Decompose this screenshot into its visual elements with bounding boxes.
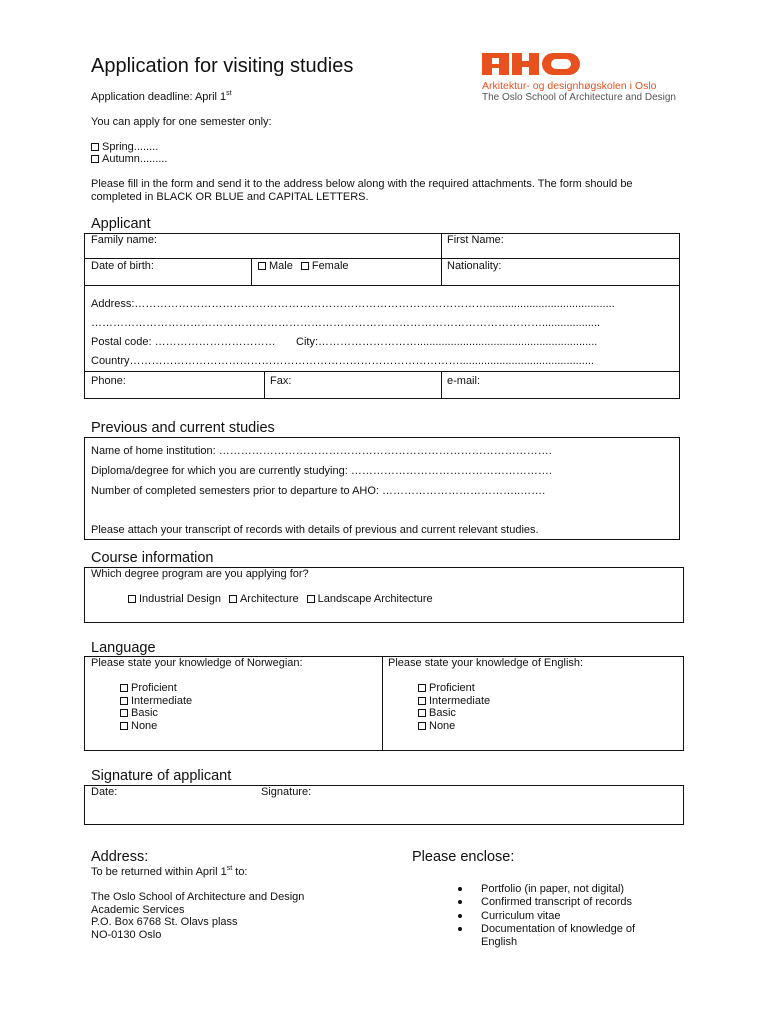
program-industrial-design[interactable] — [128, 593, 221, 606]
checkbox-icon[interactable] — [418, 684, 426, 692]
norwegian-level-none[interactable] — [120, 720, 192, 733]
degree-program-options — [128, 593, 441, 606]
checkbox-icon[interactable] — [120, 709, 128, 717]
gender-male[interactable] — [258, 260, 293, 273]
enclose-item: Confirmed transcript of records — [456, 896, 656, 909]
logo-norwegian-name: Arkitektur- og designhøgskolen i Oslo — [482, 80, 657, 92]
logo-letter-a — [482, 53, 509, 75]
section-heading-studies: Previous and current studies — [91, 420, 275, 436]
address-field[interactable]: Address:…………………………………………………………………………………….......................................... — [91, 298, 615, 310]
level-label: Proficient — [429, 682, 475, 694]
address-line: NO-0130 Oslo — [91, 928, 162, 941]
norwegian-level-basic[interactable] — [120, 707, 192, 720]
degree-program-question: Which degree program are you applying for? — [91, 568, 309, 580]
semester-option-label: Spring........ — [102, 141, 159, 153]
level-label: None — [429, 719, 456, 732]
signature-date-field[interactable]: Date: — [91, 786, 118, 798]
deadline-text: Application deadline: April 1 — [91, 91, 227, 103]
signature-box — [84, 785, 684, 825]
checkbox-icon[interactable] — [128, 595, 136, 603]
address-line: The Oslo School of Architecture and Design — [91, 891, 305, 903]
completed-semesters-field[interactable]: Number of completed semesters prior to departure to AHO: ………………………………..……. — [91, 485, 546, 497]
program-architecture[interactable] — [229, 593, 299, 606]
first-name-field[interactable]: First Name: — [447, 234, 504, 246]
checkbox-icon[interactable] — [120, 684, 128, 692]
gender-options — [258, 260, 357, 273]
checkbox-icon[interactable] — [120, 722, 128, 730]
semester-option-label: Autumn......... — [102, 153, 168, 165]
checkbox-icon[interactable] — [307, 595, 315, 603]
checkbox-icon[interactable] — [258, 262, 266, 270]
gender-female[interactable] — [301, 260, 349, 273]
transcript-note: Please attach your transcript of records with details of previous and current relevant studies. — [91, 524, 539, 536]
english-knowledge-label: Please state your knowledge of English: — [388, 657, 584, 669]
instructions: Please fill in the form and send it to the address below along with the required attachments. The form should be completed in BLACK OR BLUE and CAPITAL LETTERS. — [91, 178, 633, 203]
return-sup: st — [226, 865, 233, 872]
checkbox-icon[interactable] — [418, 722, 426, 730]
aho-logo — [482, 53, 682, 108]
semester-option-autumn[interactable] — [91, 153, 167, 166]
application-deadline — [91, 91, 232, 104]
nationality-field[interactable]: Nationality: — [447, 260, 502, 272]
home-institution-field[interactable]: Name of home institution: ………………………………………………………………………………. — [91, 445, 552, 457]
gender-male-label: Male — [269, 260, 293, 272]
program-label: Industrial Design — [139, 593, 221, 605]
address-line: P.O. Box 6768 St. Olavs plass — [91, 916, 238, 928]
enclose-list — [456, 883, 656, 949]
norwegian-level-intermediate[interactable] — [120, 695, 192, 708]
address-continuation-field[interactable]: ……………………………………………………………………………………………………………................... — [91, 317, 601, 329]
english-level-basic[interactable] — [418, 707, 490, 720]
english-level-intermediate[interactable] — [418, 695, 490, 708]
postal-code-field[interactable]: Postal code: …………………………… — [91, 336, 276, 348]
phone-field[interactable]: Phone: — [91, 375, 126, 387]
fax-field[interactable]: Fax: — [270, 375, 292, 387]
return-deadline — [91, 866, 248, 879]
page-title: Application for visiting studies — [91, 55, 354, 77]
city-field[interactable]: City:………………………........................................................... — [296, 336, 598, 348]
section-heading-course: Course information — [91, 550, 214, 566]
return-suffix: to: — [232, 866, 248, 878]
level-label: Basic — [131, 707, 158, 719]
return-text: To be returned within April 1 — [91, 866, 227, 878]
date-of-birth-field[interactable]: Date of birth: — [91, 260, 154, 272]
english-level-none[interactable] — [418, 720, 490, 733]
level-label: Intermediate — [429, 694, 491, 707]
signature-field[interactable]: Signature: — [261, 786, 312, 798]
section-heading-enclose: Please enclose: — [412, 849, 515, 865]
address-line: Academic Services — [91, 903, 185, 916]
checkbox-icon[interactable] — [418, 697, 426, 705]
norwegian-level-proficient[interactable] — [120, 682, 192, 695]
level-label: Intermediate — [131, 694, 193, 707]
diploma-field[interactable]: Diploma/degree for which you are currently studying: ………………………………………………. — [91, 465, 552, 477]
section-heading-signature: Signature of applicant — [91, 768, 232, 784]
norwegian-levels — [120, 682, 192, 732]
program-label: Architecture — [239, 593, 299, 605]
email-field[interactable]: e-mail: — [447, 375, 481, 387]
section-heading-applicant: Applicant — [91, 216, 151, 232]
semester-note: You can apply for one semester only: — [91, 116, 272, 128]
checkbox-icon[interactable] — [120, 697, 128, 705]
enclose-item: Curriculum vitae — [456, 910, 656, 923]
checkbox-icon[interactable] — [301, 262, 309, 270]
logo-letter-o — [542, 53, 580, 75]
level-label: Proficient — [131, 682, 177, 694]
logo-letter-h — [512, 53, 539, 75]
section-heading-language: Language — [91, 640, 156, 656]
program-label: Landscape Architecture — [317, 593, 433, 605]
aho-logo-mark — [482, 53, 682, 75]
enclose-item: Documentation of knowledge of English — [456, 923, 656, 950]
level-label: None — [131, 719, 158, 732]
checkbox-icon[interactable] — [229, 595, 237, 603]
country-field[interactable]: Country………………………………………………………………………………............................................ — [91, 355, 594, 367]
norwegian-knowledge-label: Please state your knowledge of Norwegian: — [91, 657, 303, 669]
checkbox-icon[interactable] — [91, 155, 99, 163]
english-level-proficient[interactable] — [418, 682, 490, 695]
section-heading-address: Address: — [91, 849, 149, 865]
deadline-sup: st — [226, 90, 232, 97]
program-landscape-architecture[interactable] — [307, 593, 433, 606]
logo-english-name: The Oslo School of Architecture and Design — [482, 92, 676, 103]
gender-female-label: Female — [311, 260, 349, 272]
postal-address — [91, 891, 304, 941]
english-levels — [418, 682, 490, 732]
checkbox-icon[interactable] — [418, 709, 426, 717]
checkbox-icon[interactable] — [91, 143, 99, 151]
family-name-field[interactable]: Family name: — [91, 234, 158, 246]
enclose-item: Portfolio (in paper, not digital) — [456, 883, 656, 896]
level-label: Basic — [429, 707, 456, 719]
